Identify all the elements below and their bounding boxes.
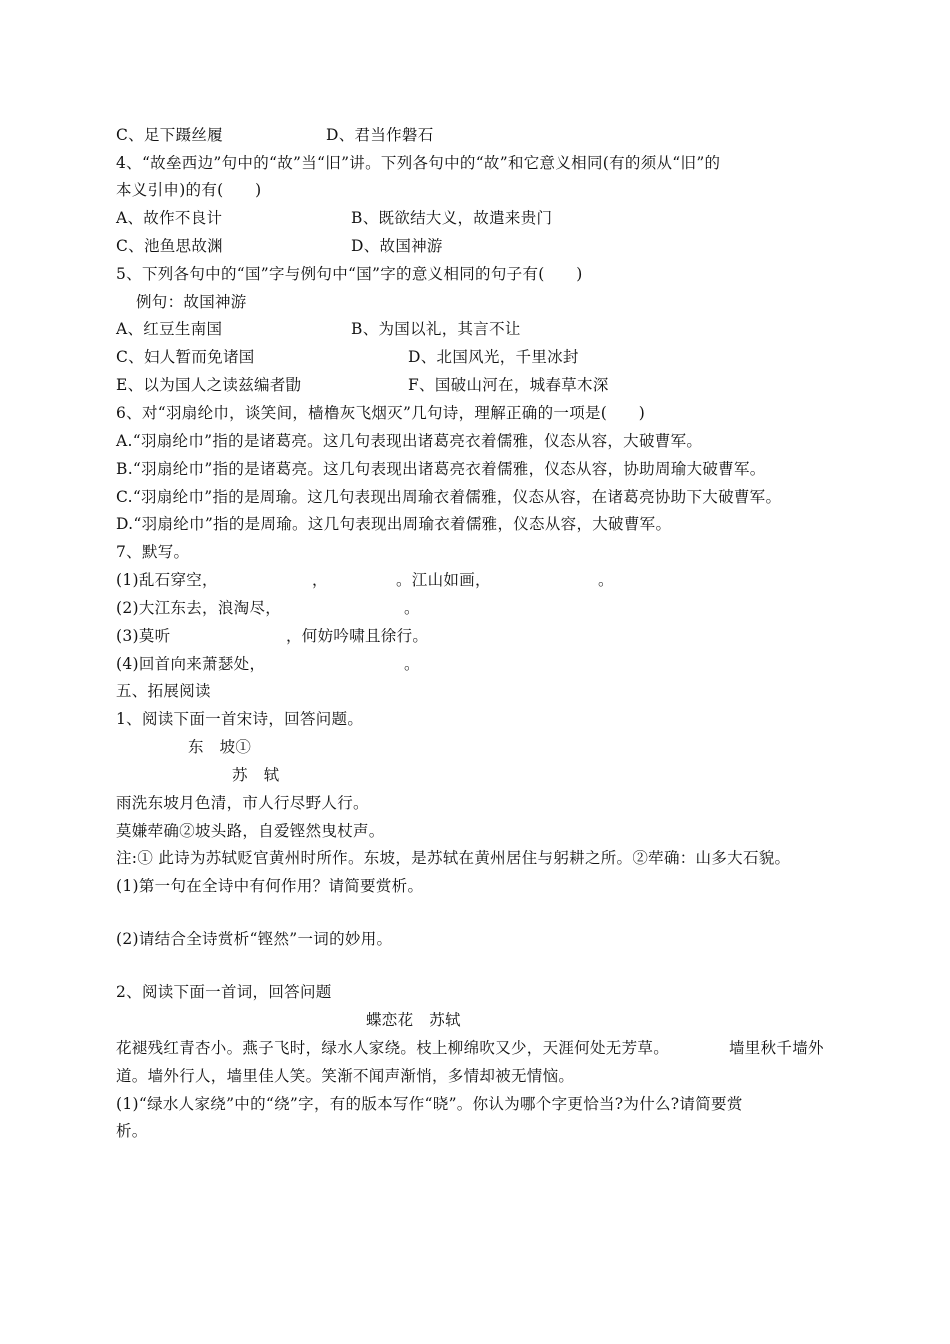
q6-option-b: B.“羽扇纶巾”指的是诸葛亮。这几句表现出诸葛亮衣着儒雅，仪态从容，协助周瑜大破曹军。 — [116, 460, 766, 478]
q3-option-c: C、足下蹑丝履 — [116, 126, 223, 144]
reading1-poem-line2: 莫嫌荦确②坡头路，自爱铿然曳杖声。 — [116, 822, 385, 840]
reading1-poem-line1: 雨洗东坡月色清，市人行尽野人行。 — [116, 794, 369, 812]
reading2-poem-line1-part-a: 花褪残红青杏小。燕子飞时，绿水人家绕。枝上柳绵吹又少，天涯何处无芳草。 — [116, 1039, 670, 1057]
q7-line2-part-b: 。 — [404, 599, 420, 617]
reading1-question1: (1)第一句在全诗中有何作用？请简要赏析。 — [116, 877, 424, 895]
q4-option-b: B、既欲结大义，故遣来贵门 — [351, 209, 553, 227]
reading2-question1-line1: (1)“绿水人家绕”中的“绕”字，有的版本写作“晓”。你认为哪个字更恰当?为什么?请简要赏 — [116, 1095, 743, 1113]
q4-option-d: D、故国神游 — [351, 237, 443, 255]
q7-line1-part-b: ， — [312, 571, 328, 589]
q7-line1-part-a: (1)乱石穿空， — [116, 571, 218, 589]
q7-line3-part-b: ，何妨吟啸且徐行。 — [286, 627, 429, 645]
reading2-stem: 2、阅读下面一首词，回答问题 — [116, 983, 332, 1001]
q5-option-f: F、国破山河在，城春草木深 — [408, 376, 609, 394]
q7-line4-part-a: (4)回首向来萧瑟处， — [116, 655, 266, 673]
reading1-poem-author: 苏 轼 — [232, 766, 280, 784]
reading1-note: 注:① 此诗为苏轼贬官黄州时所作。东坡，是苏轼在黄州居住与躬耕之所。②荦确：山多大石貌。 — [116, 849, 791, 867]
q6-option-d: D.“羽扇纶巾”指的是周瑜。这几句表现出周瑜衣着儒雅，仪态从容，大破曹军。 — [116, 515, 672, 533]
reading2-poem-title: 蝶恋花 苏轼 — [366, 1011, 461, 1029]
q5-stem: 5、下列各句中的“国”字与例句中“国”字的意义相同的句子有( ) — [116, 265, 583, 283]
reading1-question2: (2)请结合全诗赏析“铿然”一词的妙用。 — [116, 930, 393, 948]
q6-stem: 6、对“羽扇纶巾，谈笑间，樯橹灰飞烟灭”几句诗，理解正确的一项是( ) — [116, 404, 646, 422]
reading2-question1-line2: 析。 — [116, 1122, 148, 1140]
q7-stem: 7、默写。 — [116, 543, 190, 561]
reading1-stem: 1、阅读下面一首宋诗，回答问题。 — [116, 710, 364, 728]
q5-option-b: B、为国以礼，其言不让 — [351, 320, 521, 338]
q5-option-a: A、红豆生南国 — [116, 320, 223, 338]
q4-stem-line2: 本义引申)的有( ) — [116, 181, 262, 199]
q5-example: 例句：故国神游 — [136, 293, 247, 311]
q3-option-d: D、君当作磐石 — [326, 126, 434, 144]
q5-option-d: D、北国风光，千里冰封 — [408, 348, 579, 366]
q7-line2-part-a: (2)大江东去，浪淘尽， — [116, 599, 282, 617]
q6-option-a: A.“羽扇纶巾”指的是诸葛亮。这几句表现出诸葛亮衣着儒雅，仪态从容，大破曹军。 — [116, 432, 703, 450]
q7-line1-part-c: 。江山如画， — [396, 571, 491, 589]
section5-heading: 五、拓展阅读 — [116, 682, 211, 700]
q7-line4-part-b: 。 — [404, 655, 420, 673]
q6-option-c: C.“羽扇纶巾”指的是周瑜。这几句表现出周瑜衣着儒雅，仪态从容，在诸葛亮协助下大破曹军。 — [116, 488, 782, 506]
q4-option-a: A、故作不良计 — [116, 209, 223, 227]
q5-option-c: C、妇人暂而免诸国 — [116, 348, 255, 366]
q4-stem-line1: 4、“故垒西边”句中的“故”当“旧”讲。下列各句中的“故”和它意义相同(有的须从“旧”的 — [116, 154, 721, 172]
q5-option-e: E、以为国人之读兹编者勖 — [116, 376, 302, 394]
reading2-poem-line1-part-b: 墙里秋千墙外 — [729, 1039, 824, 1057]
reading2-poem-line2: 道。墙外行人，墙里佳人笑。笑渐不闻声渐悄，多情却被无情恼。 — [116, 1067, 575, 1085]
reading1-poem-title: 东 坡① — [188, 738, 252, 756]
q7-line1-part-d: 。 — [598, 571, 614, 589]
q7-line3-part-a: (3)莫听 — [116, 627, 171, 645]
q4-option-c: C、池鱼思故渊 — [116, 237, 223, 255]
